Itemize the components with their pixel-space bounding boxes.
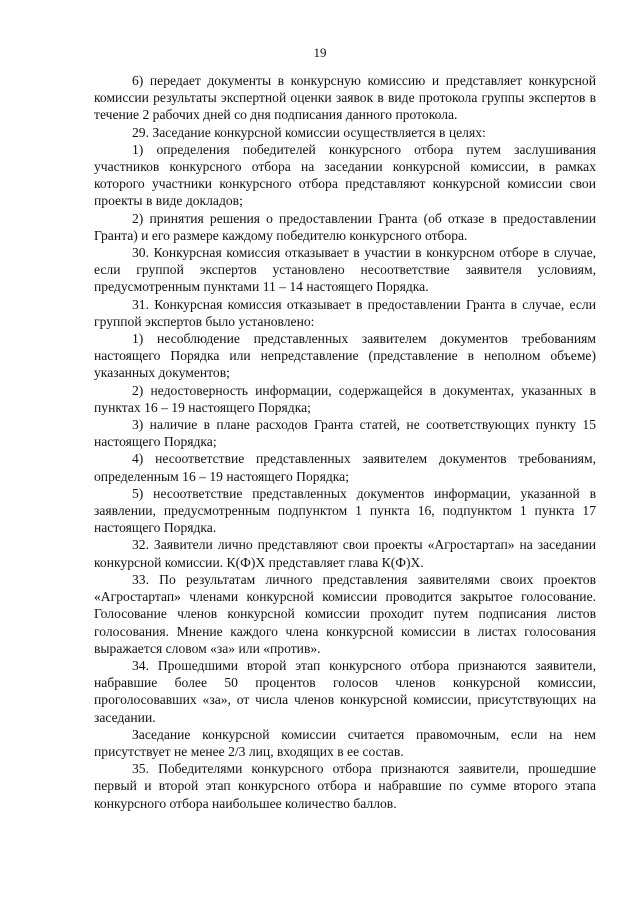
paragraph-31-item-1: 1) несоблюдение представленных заявителем документов требованиям настоящего Порядка или непредставление (представление в неполном объеме) указанных документов; — [94, 331, 596, 381]
page-number: 19 — [313, 45, 327, 60]
paragraph-31-item-2: 2) недостоверность информации, содержащейся в документах, указанных в пунктах 16 – 19 настоящего Порядка; — [94, 382, 596, 415]
paragraph-34-quorum: Заседание конкурсной комиссии считается правомочным, если на нем присутствует не менее 2/3 лиц, входящих в ее состав. — [94, 726, 596, 759]
paragraph-33: 33. По результатам личного представления заявителями своих проектов «Агростартап» членами конкурсной комиссии проводится закрытое голосование. Голосование членов конкурсной комиссии проходит путем подписания листов голосования. Мнение каждого члена конкурсной комиссии в листах голосования выражается словом «за» или «против». — [94, 571, 596, 656]
paragraph-29-item-2: 2) принятия решения о предоставлении Гранта (об отказе в предоставлении Гранта) и его размере каждому победителю конкурсного отбора. — [94, 210, 596, 243]
paragraph-34: 34. Прошедшими второй этап конкурсного отбора признаются заявители, набравшие более 50 процентов голосов членов конкурсной комиссии, проголосовавших «за», от числа членов конкурсной комиссии, присутствующих на заседании. — [94, 657, 596, 725]
document-body — [94, 72, 596, 812]
paragraph-30: 30. Конкурсная комиссия отказывает в участии в конкурсном отборе в случае, если группой экспертов установлено несоответствие заявителя условиям, предусмотренным пунктами 11 – 14 настоящего Порядка. — [94, 245, 596, 295]
paragraph-32: 32. Заявители лично представляют свои проекты «Агростартап» на заседании конкурсной комиссии. К(Ф)Х представляет глава К(Ф)Х. — [94, 537, 596, 570]
paragraph-29-item-1: 1) определения победителей конкурсного отбора путем заслушивания участников конкурсного отбора на заседании конкурсной комиссии, в рамках которого участники конкурсного отбора представляют конкурсной комиссии свои проекты в виде докладов; — [94, 141, 596, 209]
paragraph-31-item-5: 5) несоответствие представленных документов информации, указанной в заявлении, предусмотренным подпунктом 1 пункта 16, подпунктом 1 пункта 17 настоящего Порядка. — [94, 485, 596, 536]
paragraph-31-item-3: 3) наличие в плане расходов Гранта статей, не соответствующих пункту 15 настоящего Порядка; — [94, 417, 596, 450]
paragraph-31-item-4: 4) несоответствие представленных заявителем документов требованиям, определенным 16 – 19 настоящего Порядка; — [94, 451, 596, 484]
paragraph-29-meeting-purposes: 29. Заседание конкурсной комиссии осуществляется в целях: — [132, 124, 486, 140]
paragraph-6-transfer-documents: 6) передает документы в конкурсную комиссию и представляет конкурсной комиссии результаты экспертной оценки заявок в виде протокола группы экспертов в течение 2 рабочих дней со дня подписания данного протокола. — [94, 73, 596, 123]
paragraph-31: 31. Конкурсная комиссия отказывает в предоставлении Гранта в случае, если группой экспертов было установлено: — [94, 296, 596, 329]
paragraph-35: 35. Победителями конкурсного отбора признаются заявители, прошедшие первый и второй этап конкурсного отбора и набравшие по сумме второго этапа конкурсного отбора наибольшее количество баллов. — [94, 761, 596, 811]
